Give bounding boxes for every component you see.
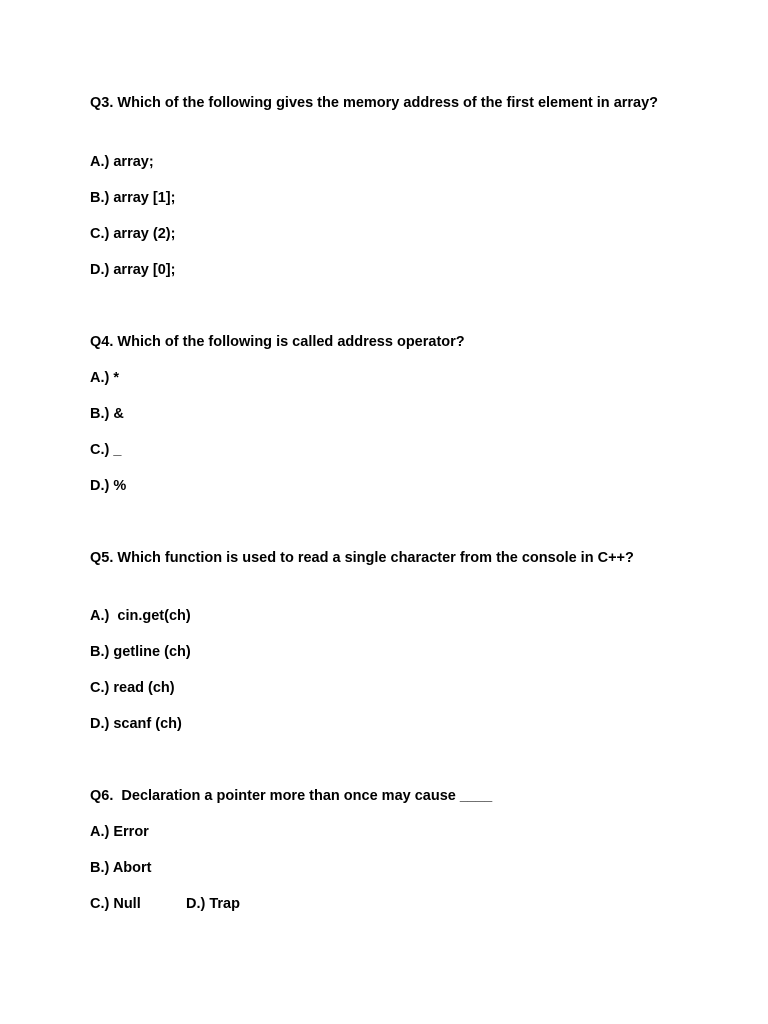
question-6-option-c: C.) Null — [90, 896, 141, 912]
question-5-option-b: B.) getline (ch) — [90, 644, 191, 660]
question-3: Q3. Which of the following gives the memory address of the first element in array? — [90, 95, 659, 111]
question-5-option-d: D.) scanf (ch) — [90, 716, 182, 732]
question-4-option-d: D.) % — [90, 478, 127, 494]
question-6-option-b: B.) Abort — [90, 860, 152, 876]
question-3-option-b: B.) array [1]; — [90, 190, 176, 206]
question-4-option-b: B.) & — [90, 406, 124, 422]
question-5-option-a: A.) cin.get(ch) — [90, 608, 191, 624]
question-6: Q6. Declaration a pointer more than once may cause ____ — [90, 788, 493, 804]
question-4: Q4. Which of the following is called address operator? — [90, 334, 465, 350]
question-4-option-a: A.) * — [90, 370, 119, 386]
question-3-option-d: D.) array [0]; — [90, 262, 176, 278]
question-5-option-c: C.) read (ch) — [90, 680, 175, 696]
question-4-option-c: C.) _ — [90, 442, 122, 458]
question-3-option-a: A.) array; — [90, 154, 154, 170]
question-5: Q5. Which function is used to read a single character from the console in C++? — [90, 550, 634, 566]
question-6-option-a: A.) Error — [90, 824, 149, 840]
question-3-option-c: C.) array (2); — [90, 226, 176, 242]
question-6-option-d: D.) Trap — [186, 896, 240, 912]
